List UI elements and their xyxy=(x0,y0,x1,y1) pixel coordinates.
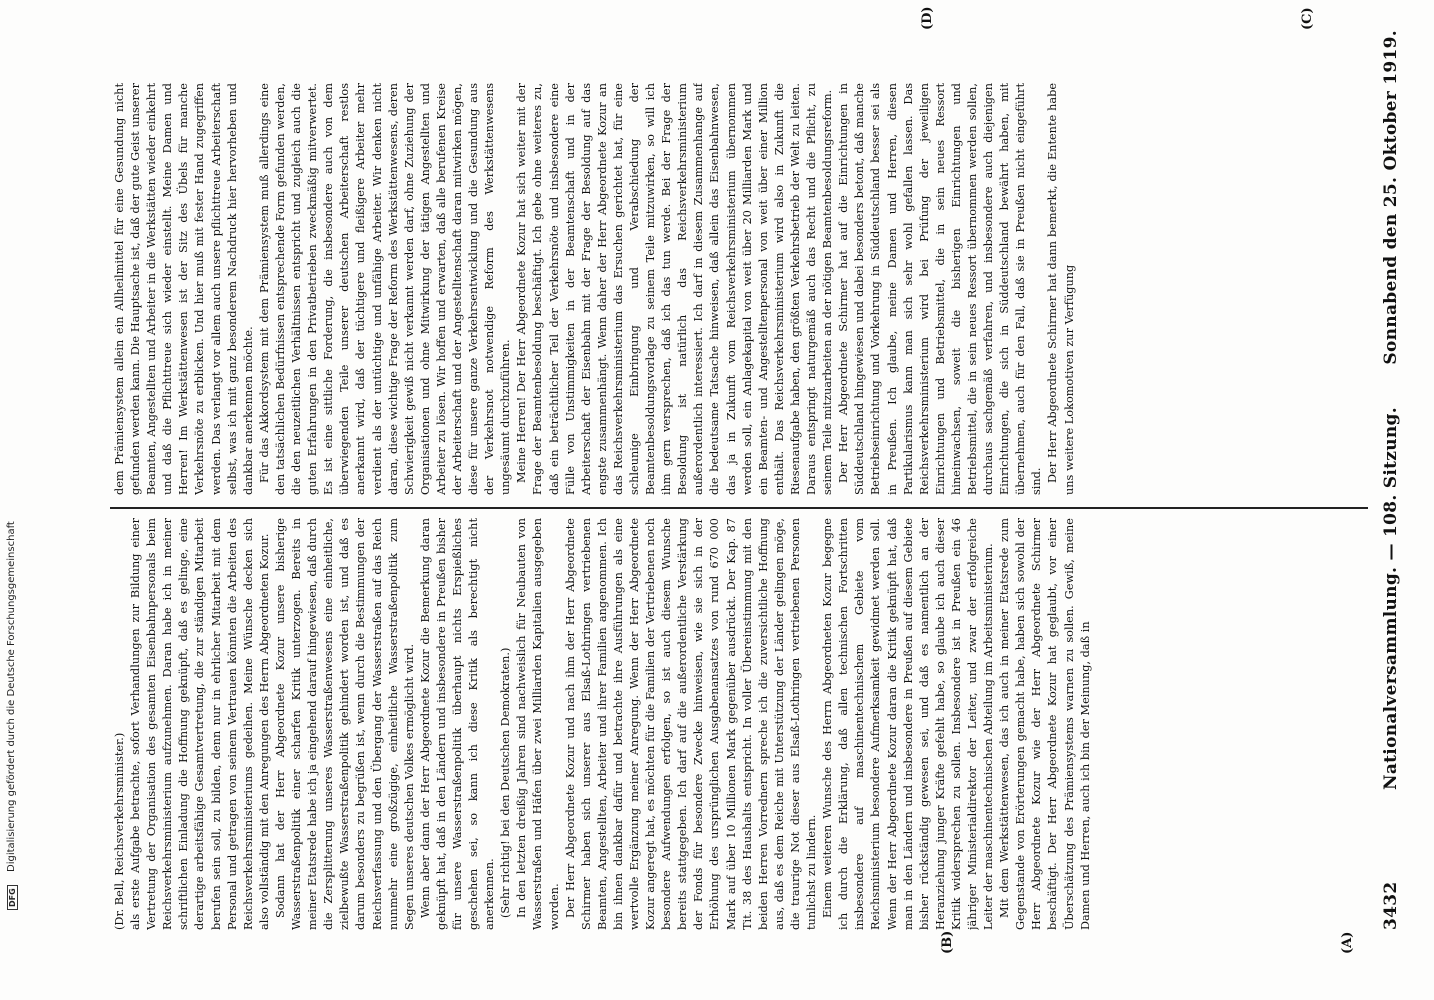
margin-mark-d: (D) xyxy=(920,6,935,30)
margin-mark-c: (C) xyxy=(1300,7,1315,30)
column-divider xyxy=(110,508,1368,510)
paragraph: dem Prämiensystem allein ein Allheilmittel für eine Gesundung nicht gefunden werden kann. Die Hauptsache ist, daß der gute Geist unserer Beamten, Angestellten und Arbeiter in die Werkstätten wieder einkehrt und daß die Pflichttreue sich wieder einstellt. Meine Damen und Herren! Im Werkstättenwesen ist der Sitz des Übels für manche Verkehrsnöte zu erblicken. Und hier muß mit fester Hand zugegriffen werden. Das verlangt vor allem auch unsere pflichttreue Arbeiterschaft selbst, was ich mit ganz besonderem Nachdruck hier hervorheben und dankbar anerkennen möchte. xyxy=(113,83,255,495)
paragraph: Der Herr Abgeordnete Schirmer hat dann bemerkt, die Entente habe uns weitere Lokomotiven zur Verfügung xyxy=(1046,83,1076,495)
digitization-footer xyxy=(4,30,18,910)
right-column xyxy=(112,83,1368,495)
page-number: 3432 xyxy=(1381,881,1401,930)
paragraph: Der Herr Abgeordnete Schirmer hat auf die Einrichtungen in Süddeutschland hingewiesen und dabei besonders betont, daß manche Betriebseinrichtung und Vorkehrung in Süddeutschland besser sei als in Preußen. Ich glaube, meine Damen und Herren, diesen Partikularismus kann man sich sehr wohl gefallen lassen. Das Reichsverkehrsministerium wird bei Prüfung der jeweiligen Einrichtungen und Betriebsmittel, die in sein neues Ressort hineinwachsen, soweit die bisherigen Einrichtungen und Betriebsmittel, die in sein neues Ressort übernommen werden sollen, durchaus sachgemäß verfahren, und insbesondere auch diejenigen Einrichtungen, die sich in Süddeutschland bewährt haben, mit übernehmen, auch für den Fall, daß sie in Preußen nicht eingeführt sind. xyxy=(837,83,1044,495)
margin-mark-a: (A) xyxy=(1340,931,1355,954)
footer-credit: Digitalisierung gefördert durch die Deutsche Forschungsgemeinschaft xyxy=(6,521,17,872)
speaker-label: (Dr. Bell, Reichsverkehrsminister.) xyxy=(113,732,126,930)
paragraph: Für das Akkordsystem mit dem Prämiensystem muß allerdings eine den tatsächlichen Bedürfnissen entsprechende Form gefunden werden, die den neuzeitlichen Verhältnissen entspricht und zugleich auch die guten Erfahrungen in den Privatbetrieben zweckmäßig mitverwertet. Es ist eine sittliche Forderung, die insbesondere auch von dem überwiegenden Teile unserer deutschen Arbeiterschaft restlos anerkannt wird, daß der tüchtigere und fleißigere Arbeiter mehr verdient als der untüchtige und unfähige Arbeiter. Wir denken nicht daran, diese wichtige Frage der Reform des Werkstättenwesens, deren Schwierigkeit gewiß nicht verkannt werden darf, ohne Zuziehung der Organisationen und ohne Mitwirkung der tätigen Angestellten und Arbeiter zu lösen. Wir hoffen und erwarten, daß alle berufenen Kreise der Arbeiterschaft und der Angestelltenschaft daran mitwirken mögen, diese für unsere ganze Verkehrsentwicklung und die Gesundung aus der Verkehrsnot notwendige Reform des Werkstättenwesens ungesäumt durchzuführen. xyxy=(257,83,513,495)
left-column xyxy=(112,518,1368,930)
paragraph: Mit dem Werkstättenwesen, das ich auch in meiner Etatsrede zum Gegenstande von Erörterungen gemacht habe, haben sich sowohl der Herr Abgeordnete Kozur wie der Herr Abgeordnete Schirmer beschäftigt. Der Herr Abgeordnete Kozur hat geglaubt, vor einer Überschätzung des Prämiensystems warnen zu sollen. Gewiß, meine Damen und Herren, auch ich bin der Meinung, daß in xyxy=(998,518,1092,930)
paragraph: Sodann hat der Herr Abgeordnete Kozur unsere bisherige Wasserstraßenpolitik einer scharfen Kritik unterzogen. Bereits in meiner Etatsrede habe ich ja eingehend darauf hingewiesen, daß durch die Zersplitterung unseres Wasserstraßenwesens eine einheitliche, zielbewußte Wasserstraßenpolitik gehindert worden ist, und daß es darum besonders zu begrüßen ist, wenn durch die Bestimmungen der Reichsverfassung und den Übergang der Wasserstraßen auf das Reich nunmehr eine großzügige, einheitliche Wasserstraßenpolitik zum Segen unseres deutschen Volkes ermöglicht wird. xyxy=(273,518,416,930)
interjection: (Sehr richtig! bei den Deutschen Demokraten.) xyxy=(499,647,513,918)
paragraph: als erste Aufgabe betrachte, sofort Verhandlungen zur Bildung einer Vertretung der Organisation des gesamten Eisenbahnpersonals beim Reichsverkehrsministerium aufzunehmen. Daran habe ich in meiner schriftlichen Einladung die Hoffnung geknüpft, daß es gelinge, eine derartige arbeitsfähige Gesamtvertretung, die zur ständigen Mitarbeit berufen sein soll, zu bilden, denn nur in ehrlicher Mitarbeit mit dem Personal und getragen von seinem Vertrauen könnten die Arbeiten des Reichsverkehrsministeriums gedeihen. Meine Wünsche decken sich also vollständig mit den Anregungen des Herrn Abgeordneten Kozur. xyxy=(129,518,271,930)
dfg-logo-icon: DFG xyxy=(7,885,18,910)
paragraph: Wenn aber dann der Herr Abgeordnete Kozur die Bemerkung daran geknüpft hat, daß in den Ländern und insbesondere in Preußen bisher für unsere Wasserstraßenpolitik überhaupt nichts Erspießliches geschehen sei, so kann ich diese Kritik als berechtigt nicht anerkennen. xyxy=(418,518,497,930)
paragraph: Einem weiteren Wunsche des Herrn Abgeordneten Kozur begegne ich durch die Erklärung, daß allen technischen Fortschritten insbesondere auf maschinentechnischem Gebiete vom Reichsministerium besondere Aufmerksamkeit gewidmet werden soll. Wenn der Herr Abgeordnete Kozur daran die Kritik geknüpft hat, daß man in den Ländern und insbesondere in Preußen auf diesem Gebiete bisher rückständig gewesen sei, und daß es namentlich an der Heranziehung junger Kräfte gefehlt habe, so glaube ich auch dieser Kritik widersprechen zu sollen. Insbesondere ist in Preußen ein 46 jähriger Ministerialdirektor der Leiter, und zwar der erfolgreiche Leiter der maschinentechnischen Abteilung im Arbeitsministerium. xyxy=(821,518,996,930)
paragraph: In den letzten dreißig Jahren sind nachweislich für Neubauten von Wasserstraßen und Häfen über zwei Milliarden Kapitalien ausgegeben worden. xyxy=(515,518,561,930)
paragraph: Meine Herren! Der Herr Abgeordnete Kozur hat sich weiter mit der Frage der Beamtenbesoldung beschäftigt. Ich gebe ohne weiteres zu, daß ein beträchtlicher Teil der Verkehrsnöte und insbesondere eine Fülle von Unstimmigkeiten in der Beamtenschaft und in der Arbeiterschaft der Eisenbahn mit der Frage der Besoldung auf das engste zusammenhängt. Wenn daher der Herr Abgeordnete Kozur an das Reichsverkehrsministerium das Ersuchen gerichtet hat, für eine schleunige Einbringung und Verabschiedung der Beamtenbesoldungsvorlage zu seinem Teile mitzuwirken, so will ich ihm gern versprechen, daß ich das tun werde. Bei der Frage der Besoldung ist natürlich das Reichsverkehrsministerium außerordentlich interessiert. Ich darf in diesem Zusammenhange auf die bedeutsame Tatsache hinweisen, daß allein das Eisenbahnwesen, das ja in Zukunft vom Reichsverkehrsministerium übernommen werden soll, ein Anlagekapital von weit über 20 Milliarden Mark und ein Beamten- und Angestelltenpersonal von weit über einer Million enthält. Das Reichsverkehrsministerium wird also in Zukunft die Riesenaufgabe haben, den größten Verkehrsbetrieb der Welt zu leiten. Daraus entspringt naturgemäß auch das Recht und die Pflicht, zu seinem Teile mitzuarbeiten an der nötigen Beamtenbesoldungsreform. xyxy=(515,83,835,495)
assembly-title: Nationalversammlung. — 108. Sitzung. xyxy=(1381,407,1401,790)
page-header xyxy=(1377,30,1411,930)
paragraph: Der Herr Abgeordnete Kozur und nach ihm der Herr Abgeordnete Schirmer haben sich unserer aus Elsaß-Lothringen vertriebenen Beamten, Angestellten, Arbeiter und ihrer Familien angenommen. Ich bin ihnen dankbar dafür und betrachte ihre Ausführungen als eine wertvolle Ergänzung meiner Anregung. Wenn der Herr Abgeordnete Kozur angeregt hat, es möchten für die Familien der Vertriebenen noch besondere Aufwendungen erfolgen, so ist auch diesem Wunsche bereits stattgegeben. Ich darf auf die außerordentliche Verstärkung der Fonds für besondere Zwecke hinweisen, wie sie sich in der Erhöhung des ursprünglichen Ausgabenansatzes von rund 670 000 Mark auf über 10 Millionen Mark gegenüber ausdrückt. Der Kap. 87 Tit. 38 des Haushalts entspricht. In voller Übereinstimmung mit den beiden Herren Vorrednern spreche ich die zuversichtliche Hoffnung aus, daß es dem Reiche mit Unterstützung der Länder gelingen möge, die traurige Not dieser aus Elsaß-Lothringen vertriebenen Personen tunlichst zu lindern. xyxy=(563,518,819,930)
session-date: Sonnabend den 25. Oktober 1919. xyxy=(1381,30,1401,365)
margin-mark-b: (B) xyxy=(940,930,955,954)
